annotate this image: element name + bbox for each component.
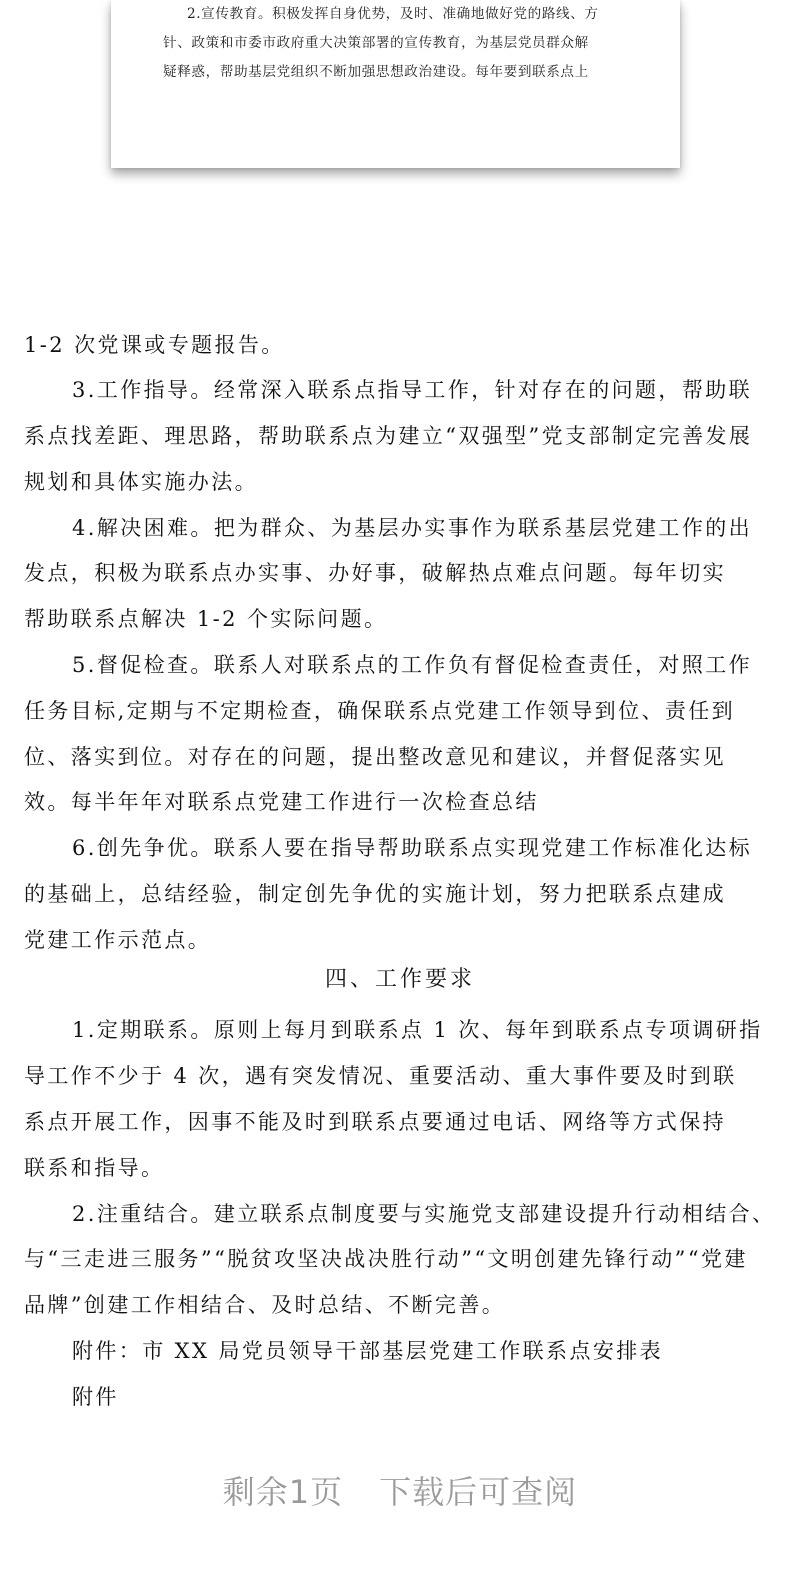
- body-line: 3.工作指导。经常深入联系点指导工作，针对存在的问题，帮助联: [72, 378, 753, 402]
- body-line: 2.注重结合。建立联系点制度要与实施党支部建设提升行动相结合、: [72, 1202, 776, 1226]
- body-line: 1-2 次党课或专题报告。: [24, 333, 285, 357]
- preview-line: 针、政策和市委市政府重大决策部署的宣传教育，为基层党员群众解: [163, 35, 589, 51]
- body-line: 6.创先争优。联系人要在指导帮助联系点实现党建工作标准化达标: [72, 836, 753, 860]
- page-preview-card: [111, 0, 680, 168]
- attachment-line: 附件：市 XX 局党员领导干部基层党建工作联系点安排表: [72, 1339, 664, 1363]
- body-line: 品牌”创建工作相结合、及时总结、不断完善。: [24, 1293, 506, 1317]
- body-line: 系点找差距、理思路，帮助联系点为建立“双强型”党支部制定完善发展: [24, 424, 753, 448]
- attachment-label: 附件: [72, 1385, 119, 1409]
- remaining-pages-text: 剩余1页: [222, 1473, 344, 1511]
- body-line: 任务目标,定期与不定期检查，确保联系点党建工作领导到位、责任到: [24, 699, 736, 723]
- body-line: 的基础上，总结经验，制定创先争优的实施计划，努力把联系点建成: [24, 882, 726, 906]
- body-line: 导工作不少于 4 次，遇有突发情况、重要活动、重大事件要及时到联: [24, 1064, 737, 1088]
- body-line: 规划和具体实施办法。: [24, 470, 258, 494]
- body-line: 效。每半年年对联系点党建工作进行一次检查总结: [24, 790, 539, 814]
- section-heading: 四、工作要求: [324, 967, 475, 992]
- body-line: 联系和指导。: [24, 1156, 165, 1180]
- preview-line: 疑释惑，帮助基层党组织不断加强思想政治建设。每年要到联系点上: [163, 64, 589, 80]
- body-line: 4.解决困难。把为群众、为基层办实事作为联系基层党建工作的出: [72, 516, 753, 540]
- body-line: 1.定期联系。原则上每月到联系点 1 次、每年到联系点专项调研指: [72, 1018, 763, 1042]
- body-line: 5.督促检查。联系人对联系点的工作负有督促检查责任，对照工作: [72, 653, 753, 677]
- body-line: 帮助联系点解决 1-2 个实际问题。: [24, 607, 388, 631]
- body-line: 与“三走进三服务”“脱贫攻坚决战决胜行动”“文明创建先锋行动”“党建: [24, 1247, 748, 1271]
- body-line: 位、落实到位。对存在的问题，提出整改意见和建议，并督促落实见: [24, 745, 726, 769]
- download-to-view-text: 下载后可查阅: [379, 1473, 578, 1511]
- preview-line: 2.宣传教育。积极发挥自身优势，及时、准确地做好党的路线、方: [187, 6, 599, 22]
- page-preview-text: [163, 0, 633, 87]
- body-line: 党建工作示范点。: [24, 928, 212, 952]
- body-line: 系点开展工作，因事不能及时到联系点要通过电话、网络等方式保持: [24, 1110, 726, 1134]
- remaining-pages-prompt[interactable]: [0, 1468, 800, 1516]
- body-line: 发点，积极为联系点办实事、办好事，破解热点难点问题。每年切实: [24, 561, 726, 585]
